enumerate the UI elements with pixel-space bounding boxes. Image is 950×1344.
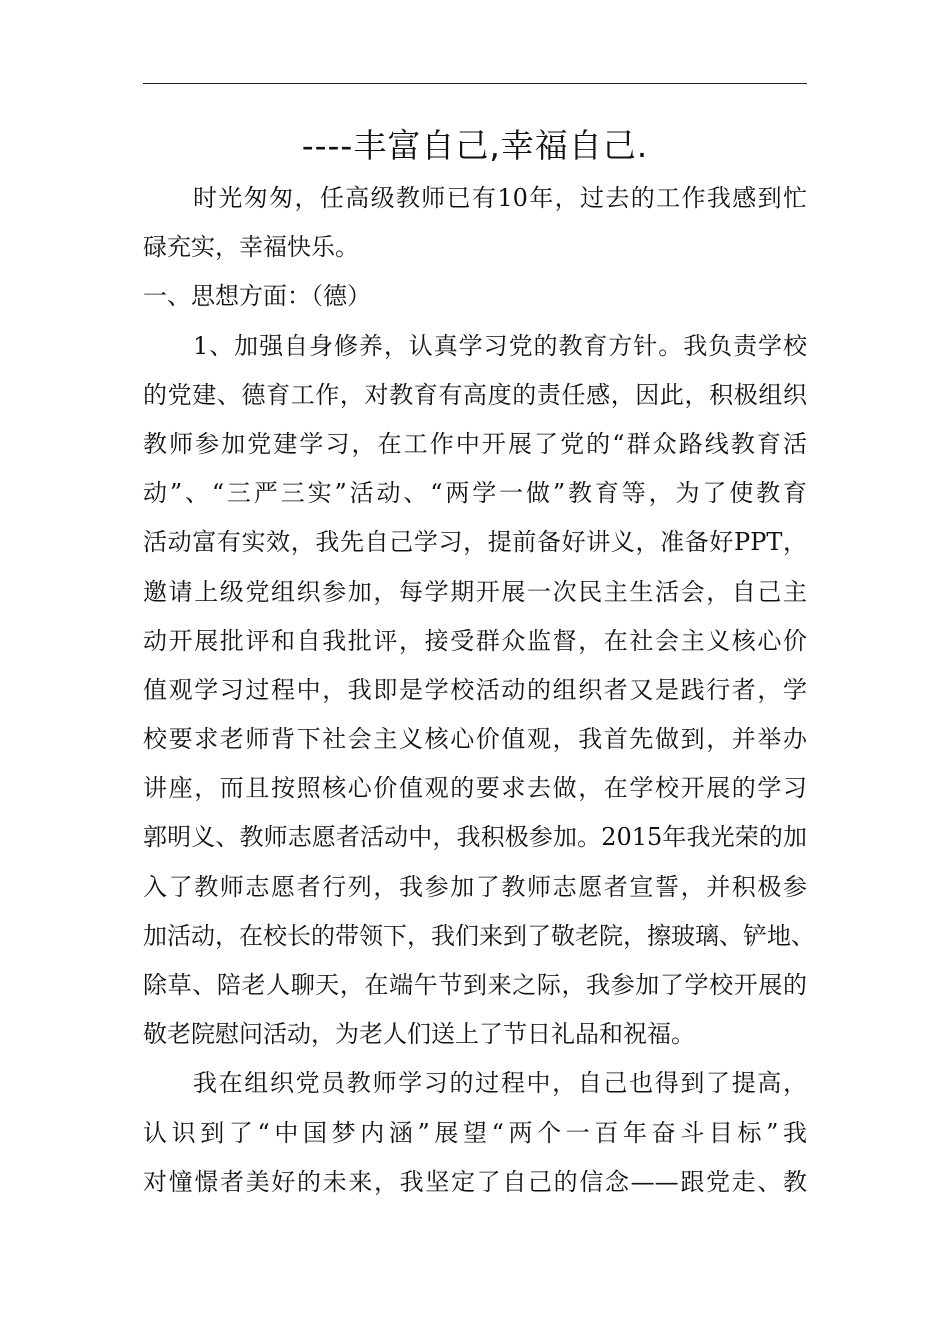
body-line: 时光匆匆，任高级教师已有10年，过去的工作我感到忙	[193, 184, 807, 212]
body-line: 1、加强自身修养，认真学习党的教育方针。我负责学校	[193, 331, 807, 360]
body-line: 讲座，而且按照核心价值观的要求去做，在学校开展的学习	[143, 774, 807, 803]
body-line: 动”、“三严三实”活动、“两学一做”教育等，为了使教育	[143, 479, 807, 508]
body-line: 入了教师志愿者行列，我参加了教师志愿者宣誓，并积极参	[143, 872, 807, 901]
body-line: 认识到了“中国梦内涵”展望“两个一百年奋斗目标”我	[143, 1118, 807, 1147]
body-line: 教师参加党建学习，在工作中开展了党的“群众路线教育活	[143, 429, 807, 458]
body-line: 碌充实，幸福快乐。	[143, 233, 359, 262]
document-body	[143, 174, 815, 1207]
body-line: 郭明义、教师志愿者活动中，我积极参加。2015年我光荣的加	[143, 823, 807, 852]
body-line: 动开展批评和自我批评，接受群众监督，在社会主义核心价	[143, 626, 807, 655]
body-line: 加活动，在校长的带领下，我们来到了敬老院，擦玻璃、铲地、	[143, 921, 815, 950]
body-line: 敬老院慰问活动，为老人们送上了节日礼品和祝福。	[143, 1020, 695, 1049]
body-line: 的党建、德育工作，对教育有高度的责任感，因此，积极组织	[143, 380, 807, 409]
body-line: 对憧憬者美好的未来，我坚定了自己的信念——跟党走、教	[143, 1167, 807, 1196]
body-line: 校要求老师背下社会主义核心价值观，我首先做到，并举办	[143, 725, 807, 754]
document-title: ----丰富自己,幸福自己.	[301, 126, 649, 165]
body-line: 值观学习过程中，我即是学校活动的组织者又是践行者，学	[143, 675, 807, 704]
body-line: 活动富有实效，我先自己学习，提前备好讲义，准备好PPT，	[143, 528, 807, 557]
header-rule	[143, 83, 807, 84]
body-line: 邀请上级党组织参加，每学期开展一次民主生活会，自己主	[143, 577, 807, 606]
body-line: 一、思想方面：（德）	[143, 282, 371, 311]
body-line: 除草、陪老人聊天，在端午节到来之际，我参加了学校开展的	[143, 971, 807, 999]
body-line: 我在组织党员教师学习的过程中，自己也得到了提高，	[193, 1069, 807, 1098]
